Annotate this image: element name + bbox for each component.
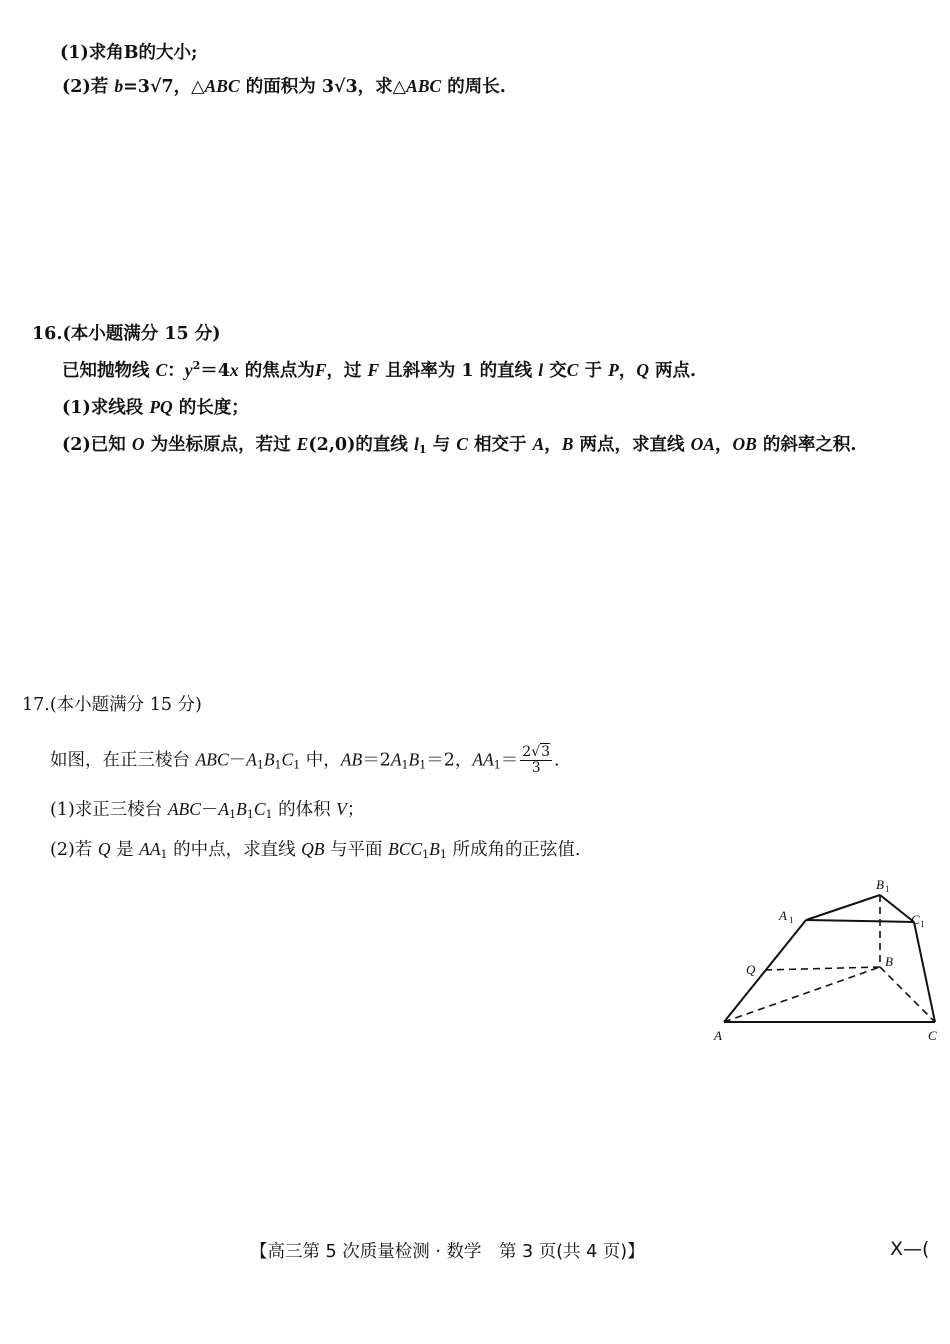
q15-part1-cut: (1)求角B的大小; xyxy=(60,43,198,63)
frustum-figure xyxy=(700,870,948,1050)
label-B1-sub: 1 xyxy=(885,884,890,894)
q17-part1: (1)求正三棱台 $ABC-A_1B_1C_1$ 的体积 V； xyxy=(50,799,365,821)
fraction-2sqrt3-over-3: $\frac{2√3}{3}$ xyxy=(522,744,551,777)
q17-stem: 如图，在正三棱台 $ABC-A_1B_1C_1$ 中，$AB=2A_1B_1=2$，$AA_1=$ $\frac{2√3}{3}$ . xyxy=(50,744,560,777)
edge-A1C1 xyxy=(806,920,914,922)
label-C1: C xyxy=(911,912,920,927)
edge-CC1 xyxy=(914,922,935,1022)
label-A1-sub: 1 xyxy=(789,915,794,925)
q17-header: 17.(本小题满分 15 分) xyxy=(22,695,202,715)
edge-B1C1 xyxy=(880,895,914,922)
q15-part2: (2)若 b=3√7，△ABC 的面积为 3√3，求△ABC 的周长. xyxy=(62,76,506,97)
label-A: A xyxy=(714,1028,722,1043)
label-B: B xyxy=(885,954,893,969)
label-Q: Q xyxy=(746,962,756,977)
label-B1: B xyxy=(876,877,884,892)
label-C1-sub: 1 xyxy=(920,919,925,929)
q16-stem: 已知抛物线 C：$y^2=4x$ 的焦点为F，过 F 且斜率为 1 的直线 l 交C 于 P，Q 两点. xyxy=(62,359,697,381)
label-C: C xyxy=(928,1028,937,1043)
q16-header: 16.(本小题满分 15 分) xyxy=(32,324,221,344)
edge-AA1 xyxy=(724,920,806,1022)
edge-A1B1 xyxy=(806,895,880,920)
q16-part2: (2)已知 O 为坐标原点，若过 E(2,0)的直线 $l_1$ 与 C 相交于 A，B 两点，求直线 OA，OB 的斜率之积. xyxy=(62,434,857,456)
edge-BC xyxy=(880,967,935,1022)
page-footer: 【高三第 5 次质量检测 · 数学 第 3 页(共 4 页)】 xyxy=(250,1242,645,1262)
label-A1: A xyxy=(779,908,787,923)
q17-part2: (2)若 Q 是 $AA_1$ 的中点，求直线 QB 与平面 $BCC_1B_1$ 所成角的正弦值. xyxy=(50,839,581,861)
page-corner-code: X—( xyxy=(890,1238,930,1260)
q16-part1: (1)求线段 PQ 的长度； xyxy=(62,397,249,418)
segment-QB xyxy=(765,967,880,970)
